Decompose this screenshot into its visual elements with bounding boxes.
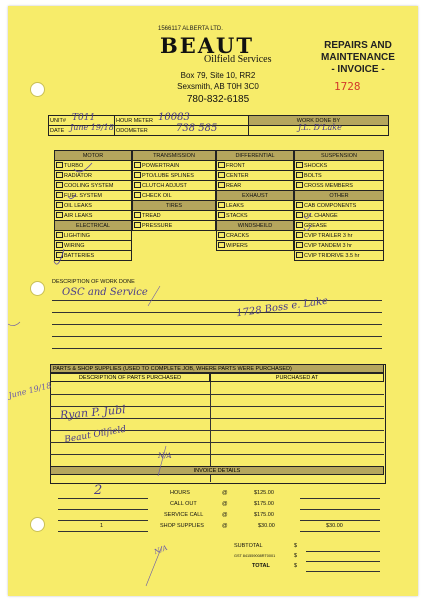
check-label: CVIP TANDEM 3 hr [304, 242, 352, 249]
invoice-qty-hours: 2 [94, 483, 103, 498]
check-label: WIPERS [226, 242, 248, 249]
invoice-at-service-call: @ [222, 512, 228, 518]
work-description-handwriting: OSC and Service [62, 287, 148, 298]
total-currency: $ [294, 563, 298, 569]
doc-title-line-3: - INVOICE - [331, 64, 385, 75]
invoice-rate-call-out: $175.00 [254, 501, 274, 507]
parts-title: PARTS & SHOP SUPPLIES (USED TO COMPLETE JOB, WHERE PARTS WERE PURCHASED) [50, 364, 384, 373]
parts-col-description: DESCRIPTION OF PARTS PURCHASED [50, 373, 210, 382]
invoice-qty-shop-supplies: 1 [100, 523, 104, 529]
exhaust-header: EXHAUST [217, 191, 294, 201]
unit-label: UNIT# [50, 117, 66, 124]
invoice-rate-hours: $125.00 [254, 490, 274, 496]
invoice-number: 1728 [334, 80, 361, 93]
invoice-label-hours: HOURS [170, 490, 190, 496]
work-done-by-header: WORK DONE BY [249, 116, 389, 126]
check-label: CAB COMPONENTS [304, 202, 357, 209]
check-label: LEAKS [226, 202, 244, 209]
invoice-details-title: INVOICE DETAILS [50, 466, 384, 475]
check-label: SHOCKS [304, 162, 328, 169]
check-label: CENTER [226, 172, 249, 179]
parts-col-purchased-at: PURCHASED AT [210, 373, 384, 382]
invoice-label-shop-supplies: SHOP SUPPLIES [160, 523, 204, 529]
motor-header: MOTOR [55, 151, 132, 161]
electrical-header: ELECTRICAL [55, 221, 132, 231]
check-label: STACKS [226, 212, 248, 219]
invoice-page [8, 6, 418, 596]
check-label: OIL LEAKS [64, 202, 92, 209]
check-label: CROSS MEMBERS [304, 182, 353, 189]
check-label: PTO/LUBE SPLINES [142, 172, 194, 179]
check-label: COOLING SYSTEM [64, 182, 114, 189]
odometer-value: 738 585 [176, 123, 218, 134]
invoice-label-call-out: CALL OUT [170, 501, 197, 507]
check-label: CVIP TRAILER 3 hr [304, 232, 353, 239]
check-label: PRESSURE [142, 222, 173, 229]
pen-stroke [158, 446, 166, 476]
unit-value: T011 [72, 113, 96, 123]
pen-stroke [8, 322, 20, 326]
date-label: DATE [50, 127, 65, 134]
check-label: AIR LEAKS [64, 212, 93, 219]
company-logo: BEAUT [160, 33, 254, 58]
date-value: June 19/18 [70, 123, 114, 132]
invoice-handwriting-na: N/A [153, 543, 169, 557]
odometer-label: ODOMETER [116, 127, 148, 134]
check-label: REAR [226, 182, 242, 189]
invoice-rate-service-call: $175.00 [254, 512, 274, 518]
check-label: FUEL SYSTEM [64, 192, 102, 199]
check-label: LIGHTING [64, 232, 90, 239]
check-label: POWERTRAIN [142, 162, 180, 169]
check-label: BATTERIES [64, 252, 95, 259]
company-id: 1566117 ALBERTA LTD. [158, 26, 223, 32]
parts-handwriting-1: Ryan P. Jubl [59, 403, 127, 422]
invoice-at-hours: @ [222, 490, 228, 496]
invoice-total-shop-supplies: $30.00 [326, 523, 343, 529]
hour-meter-label: HOUR METER [116, 117, 153, 124]
work-signature-handwriting: 1728 Boss e. Lake [235, 295, 329, 320]
check-label: CRACKS [226, 232, 249, 239]
parts-side-date: June 19/18 [8, 380, 53, 401]
windshield-header: WINDSHEILD [217, 221, 294, 231]
invoice-at-call-out: @ [222, 501, 228, 507]
check-label: CHECK OIL [142, 192, 172, 199]
parts-handwriting-na: N/A [158, 452, 172, 460]
check-label: TREAD [142, 212, 161, 219]
check-label: FRONT [226, 162, 245, 169]
check-label: GREASE [304, 222, 327, 229]
check-label: BOLTS [304, 172, 322, 179]
check-label: RADIATOR [64, 172, 92, 179]
pen-stroke [146, 546, 162, 586]
company-phone: 780-832-6185 [186, 94, 250, 105]
doc-title-line-1: REPAIRS AND [324, 40, 392, 51]
address-line-2: Sexsmith, AB T0H 3C0 [177, 82, 259, 91]
address-line-1: Box 79, Site 10, RR2 [180, 71, 256, 80]
invoice-label-service-call: SERVICE CALL [164, 512, 204, 518]
check-label: CVIP TRIDRIVE 3.5 hr [304, 252, 360, 259]
differential-header: DIFFERENTIAL [217, 151, 294, 161]
check-label: TURBO [64, 162, 84, 169]
doc-title-line-2: MAINTENANCE [321, 52, 395, 63]
invoice-at-shop-supplies: @ [222, 523, 228, 529]
suspension-header: SUSPENSION [295, 151, 384, 161]
gst-currency: $ [294, 553, 298, 559]
pen-stroke [148, 286, 160, 306]
subtotal-currency: $ [294, 543, 298, 549]
other-header: OTHER [295, 191, 384, 201]
work-done-by-value: J.L. D'Lake [298, 123, 342, 132]
work-description-label: DESCRIPTION OF WORK DONE [52, 279, 135, 285]
tires-header: TIRES [133, 201, 216, 211]
check-label: WIRING [64, 242, 85, 249]
parts-handwriting-2: Beaut Oilfield [63, 424, 128, 446]
company-logo-subtitle: Oilfield Services [204, 54, 272, 65]
handwritten-strokes [8, 6, 418, 596]
check-label: CLUTCH ADJUST [142, 182, 187, 189]
transmission-header: TRANSMISSION [133, 151, 216, 161]
total-label: TOTAL [252, 563, 270, 569]
subtotal-label: SUBTOTAL [234, 543, 263, 549]
check-label: OIL CHANGE [304, 212, 338, 219]
hour-meter-value: 10083 [158, 112, 190, 123]
invoice-rate-shop-supplies: $30.00 [258, 523, 275, 529]
gst-label: GST 841559008RT0001 [234, 554, 276, 558]
